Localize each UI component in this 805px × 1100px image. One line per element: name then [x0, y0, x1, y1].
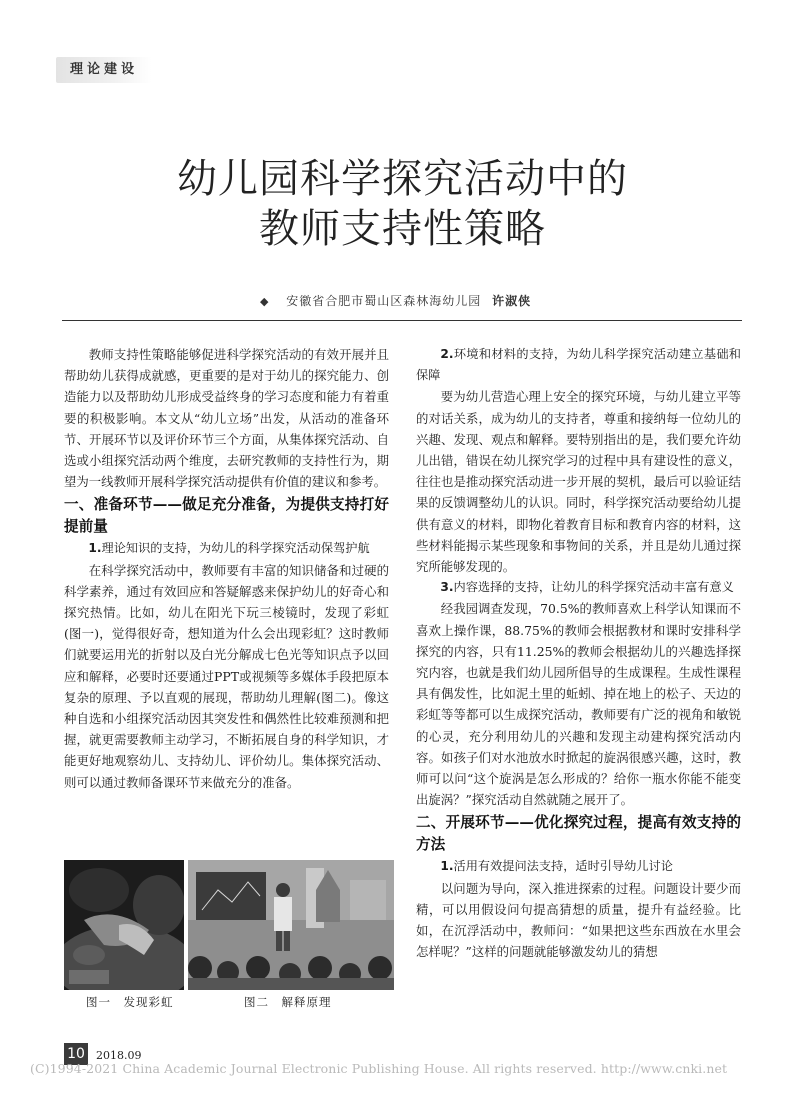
body-paragraph: 经我园调查发现，70.5%的教师喜欢上科学认知课而不喜欢上操作课，88.75%的教师会根据教材和课时安排科学探究的内容，只有11.25%的教师会根据幼儿的兴趣选择探究内容，也就是我们幼儿园所倡导的生成课程。生成性课程具有偶发性，比如泥土里的蚯蚓、掉在地上的松子、天边的彩虹等等都可以生成探究活动，教师要有广泛的视角和敏锐的心灵，充分利用幼儿的兴趣和发现主动建构探究活动内容。如孩子们对水池放水时掀起的旋涡很感兴趣，这时，教师可以问“这个旋涡是怎么形成的？给你一瓶水你能不能变出旋涡？”探究活动自然就随之展开了。	[416, 601, 741, 808]
figure-1-caption: 图一 发现彩虹	[86, 995, 174, 1009]
subheading-number: 2.	[440, 347, 454, 361]
section-heading-1: 一、准备环节——做足充分准备，为提供支持打好提前量	[64, 496, 389, 536]
subheading-number: 1.	[440, 859, 454, 874]
title-line-1: 幼儿园科学探究活动中的	[177, 156, 628, 202]
header-rule	[62, 320, 742, 321]
subheading-2-1	[416, 856, 741, 877]
body-paragraph: 以问题为导向，深入推进探索的过程。问题设计要少而精，可以用假设问句提高猜想的质量，提升有益经验。比如，在沉浮活动中，教师问：“如果把这些东西放在水里会怎样呢？”这样的问题就能够激发幼儿的猜想	[416, 880, 741, 960]
subheading-text: 环境和材料的支持，为幼儿科学探究活动建立基础和保障	[416, 347, 741, 383]
section-heading-2: 二、开展环节——优化探究过程，提高有效支持的方法	[416, 814, 741, 854]
figure-1-photo	[64, 860, 184, 990]
author-name: 许淑侠	[492, 294, 532, 308]
subheading-text: 内容选择的支持，让幼儿的科学探究活动丰富有意义	[453, 580, 734, 595]
author-line	[260, 292, 531, 309]
figure-2-caption: 图二 解释原理	[244, 995, 332, 1009]
subheading-number: 1.	[88, 541, 102, 556]
subheading-1-1	[64, 538, 389, 559]
body-paragraph: 在科学探究活动中，教师要有丰富的知识储备和过硬的科学素养，通过有效回应和答疑解惑来保护幼儿的好奇心和探究热情。比如，幼儿在阳光下玩三棱镜时，发现了彩虹(图一)，觉得很好奇，想知道为什么会出现彩虹？这时教师们就要运用光的折射以及白光分解成七色光等知识点予以回应和解释，必要时还要通过PPT或视频等多媒体手段把原本复杂的原理、予以直观的展现，帮助幼儿理解(图二)。像这种自选和小组探究活动因其突发性和偶然性比较难预测和把握，就更需要教师主动学习，不断拓展自身的科学知识，才能更好地观察幼儿、支持幼儿、评价幼儿。集体探究活动、则可以通过教师备课环节来做充分的准备。	[64, 562, 389, 790]
copyright-watermark: (C)1994-2021 China Academic Journal Electronic Publishing House. All rights reserved. http://www.cnki.net	[30, 1061, 728, 1076]
affiliation: 安徽省合肥市蜀山区森林海幼儿园	[286, 294, 482, 308]
article-title	[0, 154, 805, 254]
section-tag: 理论建设	[56, 57, 152, 83]
subheading-text: 理论知识的支持，为幼儿的科学探究活动保驾护航	[101, 541, 370, 556]
right-column	[416, 344, 741, 962]
subheading-number: 3.	[440, 580, 454, 595]
abstract-paragraph: 教师支持性策略能够促进科学探究活动的有效开展并且帮助幼儿获得成就感，更重要的是对于幼儿的探究能力、创造能力以及帮助幼儿形成受益终身的学习态度和能力有着重要的积极影响。本文从“幼儿立场”出发，从活动的准备环节、开展环节以及评价环节三个方面，从集体探究活动、自选或小组探究活动两个维度，去研究教师的支持性行为，期望为一线教师开展科学探究活动提供有价值的建议和参考。	[64, 347, 389, 490]
subheading-text: 活用有效提问法支持，适时引导幼儿讨论	[453, 859, 673, 874]
subheading-1-3	[416, 577, 741, 598]
left-column	[64, 344, 389, 793]
subheading-1-2	[416, 344, 741, 386]
figure-2-photo	[188, 860, 394, 990]
page-number: 10	[64, 1043, 88, 1065]
issue-date: 2018.09	[96, 1049, 142, 1062]
title-line-2: 教师支持性策略	[259, 206, 546, 252]
diamond-icon: ◆	[260, 295, 270, 308]
body-paragraph: 要为幼儿营造心理上安全的探究环境，与幼儿建立平等的对话关系，成为幼儿的支持者，尊重和接纳每一位幼儿的兴趣、发现、观点和解释。要特别指出的是，我们要允许幼儿出错，错误在幼儿探究学习的过程中具有建设性的意义，往往也是推动探究活动进一步开展的契机，最后可以验证结果的反馈调整幼儿的认识。同时，科学探究活动要给幼儿提供有意义的材料，即物化着教育目标和教育内容的材料，这些材料能揭示某些现象和事物间的关系，并且是幼儿通过探究所能够发现的。	[416, 389, 741, 575]
